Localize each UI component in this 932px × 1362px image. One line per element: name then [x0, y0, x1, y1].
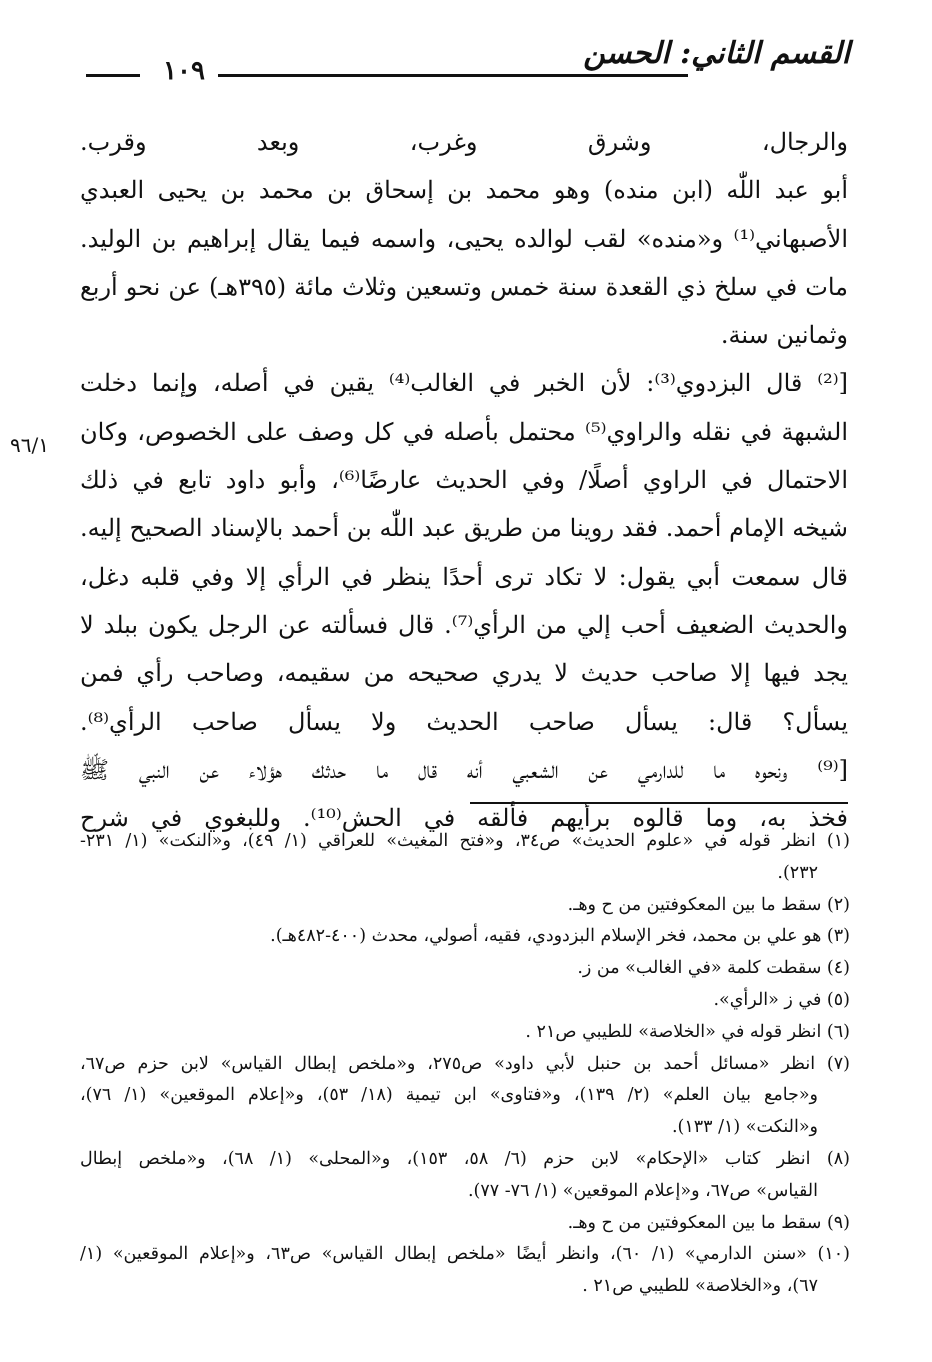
text-line: والحديث الضعيف أحب إلي من الرأي⁽⁷⁾. قال فسألته عن الرجل يكون ببلد لا	[80, 610, 848, 639]
footnote-line: (٧) انظر «مسائل أحمد بن حنبل لأبي داود» ص٢٧٥، و«ملخص إبطال القياس» لابن حزم ص٦٧،	[80, 1053, 850, 1074]
section-title: القسم الثاني: الحسن	[583, 36, 850, 71]
running-header	[70, 28, 850, 88]
text-line: قال سمعت أبي يقول: لا تكاد ترى أحدًا ينظر في الرأي إلا وفي قلبه دغل،	[80, 562, 848, 591]
page-number: ١٠٩	[163, 56, 205, 86]
text-line: الأصبهاني⁽¹⁾ و«منده» لقب لوالده يحيى، واسمه فيما يقال إبراهيم بن الوليد.	[80, 224, 848, 253]
text-line: وثمانين سنة.	[720, 321, 848, 350]
margin-reference: ٩٦/١	[10, 433, 49, 457]
text-line: أبو عبد اللّٰه (ابن منده) وهو محمد بن إسحاق بن محمد بن يحيى العبدي	[80, 176, 848, 205]
footnote-line: ٦٧)، و«الخلاصة» للطيبي ص٢١ .	[582, 1276, 818, 1297]
footnote-line: (٣) هو علي بن محمد، فخر الإسلام البزدودي، فقيه، أصولي، محدث (٤٠٠-٤٨٢هـ).	[270, 926, 850, 947]
text-line: فخذ به، وما قالوه برأيهم فألقه في الحش⁽¹⁰⁾. وللبغوي في شرح	[80, 804, 848, 833]
text-line: الشبهة في نقله والراوي⁽⁵⁾ محتمل بأصله في كل وصف على الخصوص، وكان	[80, 417, 848, 446]
text-line: يجد فيها إلا صاحب حديث لا يدري صحيحه من سقيمه، وصاحب رأي فمن	[80, 659, 848, 688]
text-line: مات في سلخ ذي القعدة سنة خمس وتسعين وثلاث مائة (٣٩٥هـ) عن نحو أربع	[80, 272, 848, 301]
footnote-line: القياس» ص٦٧، و«إعلام الموقعين» (١/ ٧٦- ٧٧).	[467, 1180, 818, 1201]
text-line: شيخه الإمام أحمد. فقد روينا من طريق عبد اللّٰه بن أحمد بالإسناد الصحيح إليه.	[80, 514, 848, 543]
footnote-line: و«جامع بيان العلم» (٢/ ١٣٩)، و«فتاوى» ابن تيمية (١٨/ ٥٣)، و«إعلام الموقعين» (١/ ٧٦)،	[80, 1085, 819, 1106]
footnote-line: (٤) سقطت كلمة «في الغالب» من ز.	[577, 958, 850, 979]
footnote-line: (٦) انظر قوله في «الخلاصة» للطيبي ص٢١ .	[525, 1021, 850, 1042]
text-line: يسأل؟ قال: يسأل صاحب الحديث ولا يسأل صاحب الرأي⁽⁸⁾.	[80, 707, 848, 736]
text-line: [⁽²⁾ قال البزدوي⁽³⁾: لأن الخبر في الغالب⁽⁴⁾ يقين في أصله، وإنما دخلت	[80, 369, 848, 398]
footnote-line: (١) انظر قوله في «علوم الحديث» ص٣٤، و«فتح المغيث» للعراقي (١/ ٤٩)، و«النكت» (١/ ٢٣١-	[80, 831, 850, 851]
footnote-line: (١٠) «سنن الدارمي» (١/ ٦٠)، وانظر أيضًا «ملخص إبطال القياس» ص٦٣، و«إعلام الموقعين» (١/	[80, 1244, 850, 1265]
footnote-line: ٢٣٢).	[777, 862, 818, 883]
text-line: والرجال، وشرق وغرب، وبعد وقرب.	[80, 128, 848, 156]
main-text	[80, 118, 848, 842]
footnote-separator	[470, 802, 848, 804]
header-rule-short	[86, 74, 140, 77]
footnote-line: (٢) سقط ما بين المعكوفتين من ح وهـ.	[567, 894, 850, 915]
footnote-line: (٨) انظر كتاب «الإحكام» لابن حزم (٦/ ٥٨، ١٥٣)، و«المحلى» (١/ ٦٨)، و«ملخص إبطال	[80, 1148, 850, 1169]
footnote-line: و«النكت» (١/ ١٣٣).	[671, 1117, 818, 1138]
text-line: الاحتمال في الراوي أصلًا/ وفي الحديث عارضًا⁽⁶⁾، وأبو داود تابع في ذلك	[80, 466, 848, 495]
text-line: [⁽⁹⁾ ونحوه ما للدارمي عن الشعبي أنه قال ما حدثك هؤلاء عن النبي ﷺ	[80, 755, 848, 784]
footnote-line: (٥) في ز «الرأي».	[713, 989, 850, 1010]
footnote-line: (٩) سقط ما بين المعكوفتين من ح وهـ.	[567, 1212, 850, 1233]
header-rule	[218, 74, 688, 77]
footnotes	[80, 826, 850, 1303]
